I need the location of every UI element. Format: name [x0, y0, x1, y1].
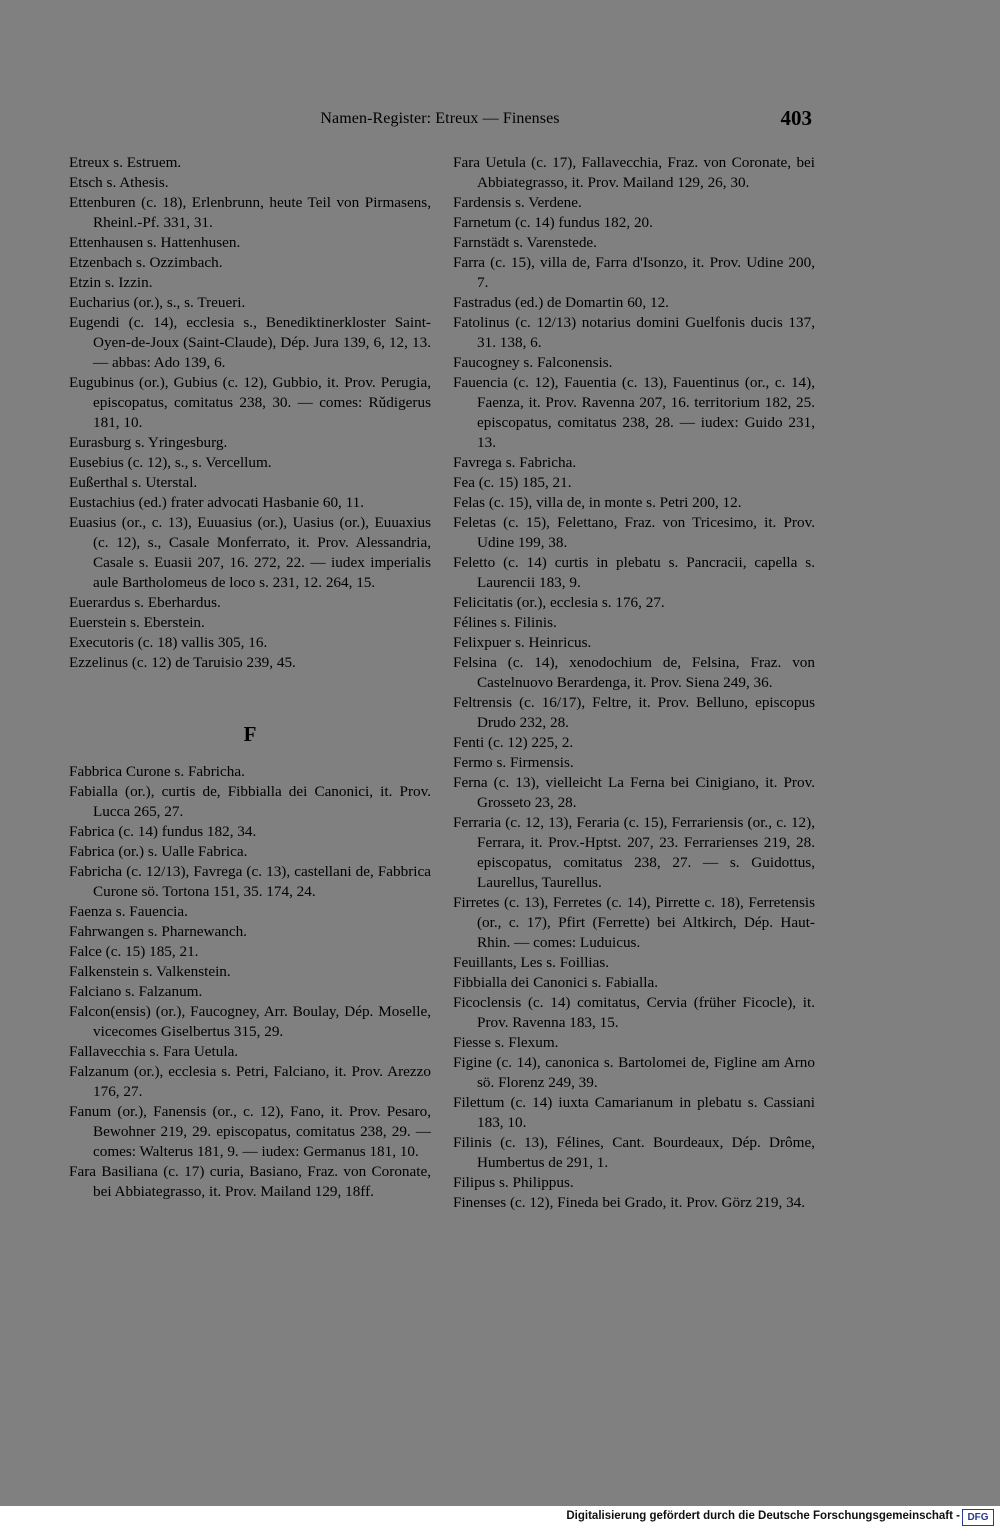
index-entry: Eußerthal s. Uterstal. [69, 474, 198, 491]
index-entry: Fermo s. Firmensis. [453, 754, 574, 771]
index-entry: Fara Basiliana (c. 17) curia, Basiano, Fraz. von Coronate, bei Abbiategrasso, it. Prov. Mailand 129, 18ff. [69, 1163, 431, 1200]
index-entry: Felsina (c. 14), xenodochium de, Felsina, Fraz. von Castelnuovo Berardenga, it. Prov. Siena 249, 36. [453, 654, 815, 691]
running-header [68, 108, 812, 134]
index-entry: Finenses (c. 12), Fineda bei Grado, it. Prov. Görz 219, 34. [453, 1194, 806, 1211]
dfg-logo: DFG [962, 1509, 994, 1526]
index-entry: Fanum (or.), Fanensis (or., c. 12), Fano, it. Prov. Pesaro, Bewohner 219, 29. episcopatus, comitatus 238, 29. — comes: Walterus 181, 9. — iudex: Germanus 181, 10. [69, 1103, 431, 1160]
index-entry: Farnetum (c. 14) fundus 182, 20. [453, 214, 653, 231]
index-entry: Eusebius (c. 12), s., s. Vercellum. [69, 454, 272, 471]
index-entry: Fabialla (or.), curtis de, Fibbialla dei Canonici, it. Prov. Lucca 265, 27. [69, 783, 431, 820]
index-entry: Ficoclensis (c. 14) comitatus, Cervia (früher Ficocle), it. Prov. Ravenna 183, 15. [453, 994, 815, 1031]
index-entry: Etzenbach s. Ozzimbach. [69, 254, 223, 271]
index-entry: Fibbialla dei Canonici s. Fabialla. [453, 974, 658, 991]
index-entry: Fallavecchia s. Fara Uetula. [69, 1043, 239, 1060]
left-column [69, 153, 431, 1202]
index-entry: Etsch s. Athesis. [69, 174, 169, 191]
index-entry: Eurasburg s. Yringesburg. [69, 434, 228, 451]
index-entry: Feuillants, Les s. Foillias. [453, 954, 610, 971]
index-entry: Fatolinus (c. 12/13) notarius domini Guelfonis ducis 137, 31. 138, 6. [453, 314, 815, 351]
index-entry: Felixpuer s. Heinricus. [453, 634, 592, 651]
index-entry: Ezzelinus (c. 12) de Taruisio 239, 45. [69, 654, 296, 671]
index-entry: Feletas (c. 15), Felettano, Fraz. von Tricesimo, it. Prov. Udine 199, 38. [453, 514, 815, 551]
index-entry: Fauencia (c. 12), Fauentia (c. 13), Fauentinus (or., c. 14), Faenza, it. Prov. Ravenna 207, 16. territorium 182, 25. episcopatus, comitatus 238, 28. — iudex: Guido 231, 13. [453, 374, 815, 451]
index-entry: Félines s. Filinis. [453, 614, 557, 631]
index-entry: Figine (c. 14), canonica s. Bartolomei de, Figline am Arno sö. Florenz 249, 39. [453, 1054, 815, 1091]
index-entry: Eucharius (or.), s., s. Treueri. [69, 294, 246, 311]
index-entry: Euasius (or., c. 13), Euuasius (or.), Uasius (or.), Euuaxius (c. 12), s., Casale Monferrato, it. Prov. Alessandria, Casale s. Euasii 207, 16. 272, 22. — iudex imperialis aule Bartholomeus de loco s. 231, 12. 264, 15. [69, 514, 431, 591]
page-number: 403 [780, 106, 812, 130]
index-entry: Firretes (c. 13), Ferretes (c. 14), Pirrette c. 18), Ferretensis (or., c. 17), Pfirt (Ferrette) bei Altkirch, Dép. Haut-Rhin. — comes: Luduicus. [453, 894, 815, 951]
index-entry: Fardensis s. Verdene. [453, 194, 582, 211]
index-entry: Fea (c. 15) 185, 21. [453, 474, 572, 491]
index-entry: Filettum (c. 14) iuxta Camarianum in plebatu s. Cassiani 183, 10. [453, 1094, 815, 1131]
index-entry: Ferraria (c. 12, 13), Feraria (c. 15), Ferrariensis (or., c. 12), Ferrara, it. Prov.-Hptst. 207, 23. Ferrarienses 219, 28. episcopatus, comitatus 238, 27. — s. Guidottus, Laurellus, Taurellus. [453, 814, 815, 891]
index-entry: Ettenburen (c. 18), Erlenbrunn, heute Teil von Pirmasens, Rheinl.-Pf. 331, 31. [69, 194, 431, 231]
index-entry: Feltrensis (c. 16/17), Feltre, it. Prov. Belluno, episcopus Drudo 232, 28. [453, 694, 815, 731]
index-entry: Executoris (c. 18) vallis 305, 16. [69, 634, 268, 651]
index-entry: Fabbrica Curone s. Fabricha. [69, 763, 245, 780]
index-entry: Ferna (c. 13), vielleicht La Ferna bei Cinigiano, it. Prov. Grosseto 23, 28. [453, 774, 815, 811]
index-entry: Fenti (c. 12) 225, 2. [453, 734, 574, 751]
index-entry: Fiesse s. Flexum. [453, 1034, 559, 1051]
index-entry: Falciano s. Falzanum. [69, 983, 203, 1000]
index-entry: Farnstädt s. Varenstede. [453, 234, 597, 251]
index-entry: Etreux s. Estruem. [69, 154, 182, 171]
index-entry: Favrega s. Fabricha. [453, 454, 577, 471]
left-entries-after [69, 762, 431, 1202]
index-entry: Felicitatis (or.), ecclesia s. 176, 27. [453, 594, 665, 611]
right-column [453, 153, 815, 1213]
index-entry: Fara Uetula (c. 17), Fallavecchia, Fraz. von Coronate, bei Abbiategrasso, it. Prov. Mailand 129, 26, 30. [453, 154, 815, 191]
index-entry: Feletto (c. 14) curtis in plebatu s. Pancracii, capella s. Laurencii 183, 9. [453, 554, 815, 591]
index-entry: Farra (c. 15), villa de, Farra d'Isonzo, it. Prov. Udine 200, 7. [453, 254, 815, 291]
index-entry: Etzin s. Izzin. [69, 274, 153, 291]
index-entry: Falce (c. 15) 185, 21. [69, 943, 199, 960]
section-letter: F [243, 722, 257, 746]
index-entry: Ettenhausen s. Hattenhusen. [69, 234, 241, 251]
index-entry: Euerardus s. Eberhardus. [69, 594, 221, 611]
index-entry: Fabrica (c. 14) fundus 182, 34. [69, 823, 257, 840]
index-entry: Eustachius (ed.) frater advocati Hasbanie 60, 11. [69, 494, 365, 511]
index-entry: Falcon(ensis) (or.), Faucogney, Arr. Boulay, Dép. Moselle, vicecomes Giselbertus 315, 29. [69, 1003, 431, 1040]
index-entry: Faucogney s. Falconensis. [453, 354, 613, 371]
index-entry: Fahrwangen s. Pharnewanch. [69, 923, 247, 940]
index-entry: Faenza s. Fauencia. [69, 903, 188, 920]
index-entry: Fabricha (c. 12/13), Favrega (c. 13), castellani de, Fabbrica Curone sö. Tortona 151, 35. 174, 24. [69, 863, 431, 900]
index-entry: Felas (c. 15), villa de, in monte s. Petri 200, 12. [453, 494, 742, 511]
right-entries [453, 153, 815, 1213]
index-entry: Euerstein s. Eberstein. [69, 614, 205, 631]
index-entry: Eugendi (c. 14), ecclesia s., Benediktinerkloster Saint-Oyen-de-Joux (Saint-Claude), Dép. Jura 139, 6, 12, 13. — abbas: Ado 139, 6. [69, 314, 431, 371]
left-entries-before [69, 153, 431, 673]
index-entry: Fabrica (or.) s. Ualle Fabrica. [69, 843, 248, 860]
header-title: Namen-Register: Etreux — Finenses [320, 110, 560, 127]
index-entry: Eugubinus (or.), Gubius (c. 12), Gubbio, it. Prov. Perugia, episcopatus, comitatus 238, 30. — comes: Rǔdigerus 181, 10. [69, 374, 431, 431]
index-entry: Falzanum (or.), ecclesia s. Petri, Falciano, it. Prov. Arezzo 176, 27. [69, 1063, 431, 1100]
footer-bar [0, 1506, 1000, 1528]
index-entry: Filipus s. Philippus. [453, 1174, 574, 1191]
index-entry: Filinis (c. 13), Félines, Cant. Bourdeaux, Dép. Drôme, Humbertus de 291, 1. [453, 1134, 815, 1171]
index-entry: Fastradus (ed.) de Domartin 60, 12. [453, 294, 669, 311]
funding-notice: Digitalisierung gefördert durch die Deutsche Forschungsgemeinschaft - [566, 1510, 960, 1522]
index-entry: Falkenstein s. Valkenstein. [69, 963, 231, 980]
